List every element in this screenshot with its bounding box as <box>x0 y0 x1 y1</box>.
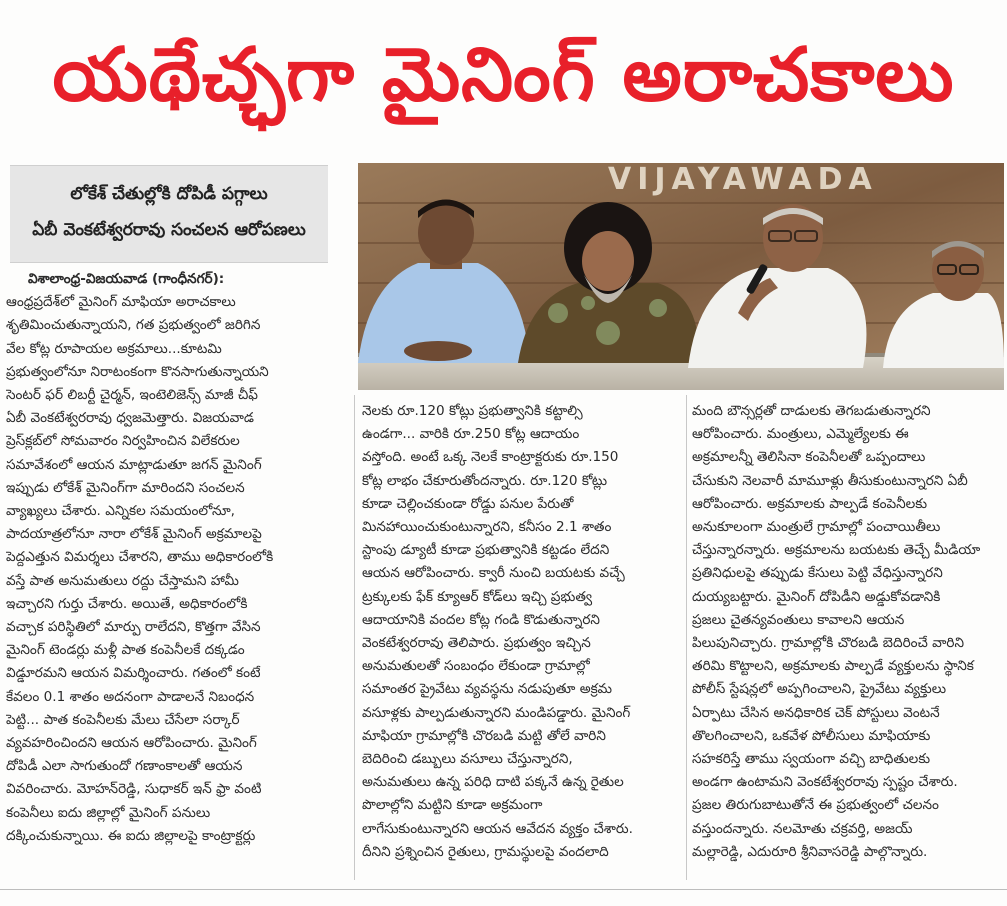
article-line: వివరించారు. మోహన్‌రెడ్డి, సుధాకర్ ఇన్ ఫ్రా వంటి <box>6 781 262 798</box>
article-line: పోలీస్ స్టేషన్లలో అప్పగించాలని, ప్రైవేటు వ్యక్తులు <box>692 681 947 698</box>
article-line: స్టాంపు డ్యూటీ కూడా ప్రభుత్వానికి కట్టడం లేదని <box>362 542 610 559</box>
article-line: వస్తోంది. అంటే ఒక్క నెలకే కాంట్రాక్టరుకు రూ.150 <box>362 449 619 466</box>
backdrop-text: VIJAYAWADA <box>608 163 878 197</box>
article-line: ఆదాయానికి వందల కోట్ల గండి కొడుతున్నారని <box>362 611 600 628</box>
article-line: ప్రజల తిరుగుబాటుతోనే ఈ ప్రభుత్వంలో చలనం <box>692 797 939 814</box>
article-line: మంది బౌన్సర్లతో దాడులకు తెగబడుతున్నారని <box>692 403 931 419</box>
article-line: దోపిడీ ఎలా సాగుతుందో గణాంకాలతో ఆయన <box>6 758 243 775</box>
article-column-3 <box>692 400 1004 864</box>
article-line: తొలగించాలని, ఒకవేళ పోలీసులు మాఫియాకు <box>692 727 931 744</box>
article-line: వేల కోట్ల రూపాయల అక్రమాలు...కూటమి <box>6 340 222 357</box>
article-line: మినహాయించుకుంటున్నారని, కనీసం 2.1 శాతం <box>362 519 612 536</box>
article-line: పిలుపునిచ్చారు. గ్రామాల్లోకి చొరబడి బెదిరించే వారిని <box>692 635 965 652</box>
article-line: పెద్దఎత్తున విమర్శలు చేశారని, తాము అధికారంలోకి <box>6 549 274 566</box>
article-line: బెదిరించి డబ్బులు వసూలు చేస్తున్నారని, <box>362 751 573 768</box>
article-line: దక్కించుకున్నాయి. ఈ ఐదు జిల్లాలపై కాంట్రాక్టర్లు <box>6 827 256 844</box>
article-line: ప్రభుత్వంలోనూ నిరాటంకంగా కొనసాగుతున్నాయని <box>6 363 269 380</box>
article-line: వస్తే పాత అనుమతులు రద్దు చేస్తామని హామీ <box>6 572 239 589</box>
article-line: ఆయన ఆరోపించారు. క్వారీ నుంచి బయటకు వచ్చే <box>362 565 625 582</box>
article-line: కేవలం 0.1 శాతం అదనంగా పాడాలనే నిబంధన <box>6 688 255 705</box>
article-line: వెంకటేశ్వరరావు తెలిపారు. ప్రభుత్వం ఇచ్చిన <box>362 635 591 652</box>
article-line: శృతిమించుతున్నాయని, గత ప్రభుత్వంలో జరిగిన <box>6 317 261 334</box>
bottom-rule <box>0 889 1007 890</box>
article-line: అక్రమాలన్నీ తెలిసినా కంపెనీలతో ఒప్పందాలు <box>692 449 926 466</box>
article-line: ఆంధ్రప్రదేశ్‌లో మైనింగ్ మాఫియా అరాచకాలు <box>6 294 236 311</box>
article-line: ప్రజలు చైతన్యవంతులు కావాలని ఆయన <box>692 611 905 628</box>
column-divider <box>686 395 687 880</box>
article-line: వ్యాఖ్యలు చేశారు. ఎన్నికల సమయంలోనూ, <box>6 503 235 520</box>
headline-banner <box>0 0 1007 150</box>
article-line: ఏర్పాటు చేసిన అనధికారిక చెక్ పోస్టులు వెంటనే <box>692 704 940 721</box>
article-column-1 <box>6 268 346 848</box>
column-divider <box>354 395 355 880</box>
article-line: చేస్తున్నారన్నారు. అక్రమాలను బయటకు తెచ్చే మీడియా <box>692 542 981 559</box>
article-line: అనుకూలంగా మంత్రులే గ్రామాల్లో పంచాయితీలు <box>692 519 941 536</box>
column-3-lines <box>692 400 1004 864</box>
article-line: లాగేసుకుంటున్నారని ఆయన ఆవేదన వ్యక్తం చేశారు. <box>362 820 633 837</box>
article-column-2 <box>362 400 680 864</box>
article-line: పాదయాత్రలోనూ నారా లోకేశ్ మైనింగ్ అక్రమాలపై <box>6 526 262 543</box>
column-2-lines <box>362 400 680 864</box>
article-line: సహకరిస్తే తాము స్వయంగా వచ్చి బాధితులకు <box>692 751 931 768</box>
article-line: కూడా చెల్లించకుండా రోడ్డు పనుల పేరుతో <box>362 495 574 512</box>
article-line: పొలాల్లోని మట్టిని కూడా అక్రమంగా <box>362 797 543 814</box>
article-line: ప్రెస్‌క్లబ్‌లో సోమవారం నిర్వహించిన విలేకరుల <box>6 433 240 450</box>
article-line: వచ్చాక పరిస్థితిలో మార్పు రాలేదని, కొత్తగా వేసిన <box>6 619 261 636</box>
article-line: ప్రతినిధులపై తప్పుడు కేసులు పెట్టి వేధిస్తున్నారని <box>692 565 943 582</box>
article-line: వస్తుందన్నారు. నలమోతు చక్రవర్తి, అజయ్ <box>692 820 913 837</box>
article-line: ఏబీ వెంకటేశ్వరరావు ధ్వజమెత్తారు. విజయవాడ <box>6 410 254 427</box>
article-line: చేసుకుని నెలవారీ మామూళ్లు తీసుకుంటున్నారని ఏబీ <box>692 472 968 489</box>
article-line: దుయ్యబట్టారు. మైనింగ్ దోపిడీని అడ్డుకోవడానికి <box>692 588 941 605</box>
article-line: తరిమి కొట్టాలని, అక్రమాలకు పాల్పడే వ్యక్తులను స్థానిక <box>692 658 974 675</box>
headline: యథేచ్ఛగా మైనింగ్ అరాచకాలు <box>52 32 955 118</box>
press-conference-illustration <box>358 163 1004 390</box>
article-line: ఆరోపించారు. అక్రమాలకు పాల్పడే కంపెనీలకు <box>692 495 928 512</box>
column-1-lines <box>6 291 346 848</box>
article-line: ఇచ్చారని గుర్తు చేశారు. అయితే, అధికారంలోకి <box>6 595 248 612</box>
article-line: ఆరోపించారు. మంత్రులు, ఎమ్మెల్యేలకు ఈ <box>692 426 909 443</box>
subheadline-box <box>10 165 328 263</box>
article-line: వసూళ్లకు పాల్పడుతున్నారని మండిపడ్డారు. మైనింగ్ <box>362 704 631 721</box>
article-line: ఉండగా... వారికి రూ.250 కోట్ల ఆదాయం <box>362 426 580 443</box>
article-line: దీనిని ప్రశ్నించిన రైతులు, గ్రామస్థులపై వందలాది <box>362 843 609 860</box>
article-line: అనుమతులతో సంబంధం లేకుండా గ్రామాల్లో <box>362 658 590 675</box>
article-line: సమాంతర ప్రైవేటు వ్యవస్థను నడుపుతూ అక్రమ <box>362 681 613 698</box>
article-line: కోట్ల లాభం చేకూరుతోందన్నారు. రూ.120 కోట్లు <box>362 472 608 489</box>
dateline: విశాలాంధ్ర-విజయవాడ (గాంధీనగర్): <box>28 271 225 287</box>
press-conference-photo <box>358 163 1004 390</box>
article-line: ట్రక్కులకు ఫేక్ క్యూఆర్ కోడ్‌లు ఇచ్చి ప్రభుత్వ <box>362 588 593 605</box>
article-line: సమావేశంలో ఆయన మాట్లాడుతూ జగన్ మైనింగ్ <box>6 456 262 473</box>
article-line: వ్యవహరించిందని ఆయన ఆరోపించారు. మైనింగ్ <box>6 735 257 752</box>
article-line: అండగా ఉంటామని వెంకటేశ్వరరావు స్పష్టం చేశారు. <box>692 774 958 791</box>
article-line: కంపెనీలు ఐదు జిల్లాల్లో మైనింగ్ పనులు <box>6 804 211 821</box>
article-line: సెంటర్ ఫర్ లిబర్టీ చైర్మన్, ఇంటెలిజెన్స్ మాజీ చీఫ్ <box>6 387 258 404</box>
article-line: విడ్డూరమని ఆయన విమర్శించారు. గతంలో కంటే <box>6 665 261 682</box>
article-line: అనుమతులు ఉన్న పరిధి దాటి పక్కనే ఉన్న రైతుల <box>362 774 624 791</box>
article-line: ఇప్పుడు లోకేశ్ మైనింగ్‌గా మారిందని సంచలన <box>6 479 245 496</box>
article-line: నెలకు రూ.120 కోట్లు ప్రభుత్వానికి కట్టాల్సి <box>362 403 583 419</box>
subheadline-line-1: లోకేశ్ చేతుల్లోకి దోపిడీ పగ్గాలు <box>70 184 268 204</box>
article-line: మాఫియా గ్రామాల్లోకి చొరబడి మట్టి తోలే వారిని <box>362 727 606 744</box>
article-line: మల్లారెడ్డి, ఎదురూరి శ్రీనివాసరెడ్డి పాల్గొన్నారు. <box>692 843 928 860</box>
article-line: పెట్టి... పాత కంపెనీలకు మేలు చేసేలా సర్కార్ <box>6 711 240 728</box>
subheadline-line-2: ఏబీ వెంకటేశ్వరరావు సంచలన ఆరోపణలు <box>32 220 306 240</box>
article-line: మైనింగ్ టెండర్లు మళ్లీ పాత కంపెనీలకే దక్కడం <box>6 642 245 659</box>
